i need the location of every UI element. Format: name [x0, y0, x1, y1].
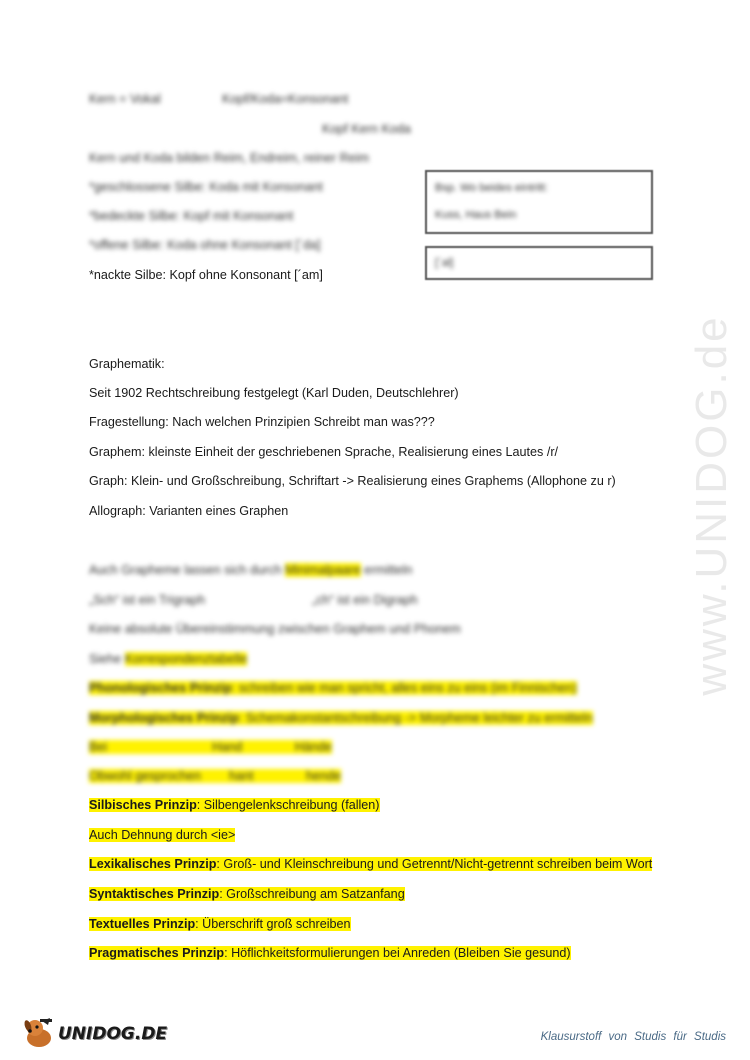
- principle-line: [89, 856, 652, 872]
- text-line: *nackte Silbe: Kopf ohne Konsonant [´am]: [89, 268, 323, 282]
- blurred-line: [89, 739, 332, 755]
- blurred-text: Auch Grapheme lassen sich durch: [89, 563, 282, 577]
- principle-line: [89, 797, 380, 813]
- blurred-line: [89, 208, 293, 224]
- blurred-bold: Morphologisches Prinzip: [89, 711, 239, 725]
- blurred-line: [89, 150, 369, 166]
- box-text: [´al]: [435, 257, 454, 269]
- blurred-text: Kern = Vokal: [89, 92, 161, 106]
- blurred-line: [322, 121, 411, 137]
- blurred-line: [89, 91, 161, 107]
- blurred-highlight: Korrespondenztabelle: [124, 652, 248, 666]
- principle-text: : Großschreibung am Satzanfang: [219, 887, 405, 901]
- principle-line: [89, 945, 571, 961]
- principle-line: [89, 827, 235, 843]
- watermark: www.UNIDOG.de: [687, 314, 736, 696]
- principle-name: Silbisches Prinzip: [89, 798, 197, 812]
- blurred-text: Keine absolute Übereinstimmung zwischen Graphem und Phonem: [89, 622, 461, 636]
- blurred-text: *geschlossene Silbe: Koda mit Konsonant: [89, 180, 323, 194]
- blurred-text: Siehe: [89, 652, 122, 666]
- blurred-text: *bedeckte Silbe: Kopf mit Konsonant: [89, 209, 294, 223]
- blurred-line: [312, 592, 418, 608]
- principle-name: Textuelles Prinzip: [89, 917, 196, 931]
- blurred-highlight: Minimalpaare: [285, 563, 361, 577]
- principle-name: Syntaktisches Prinzip: [89, 887, 220, 901]
- box-text: Bsp. Wo beides eintritt:: [435, 182, 548, 194]
- principle-text: Auch Dehnung durch <ie>: [89, 828, 236, 842]
- blurred-highlight: Bei Hand Hände: [89, 740, 332, 754]
- unidog-logo[interactable]: [22, 1016, 168, 1050]
- blurred-highlight: Obwohl gesprochen hant hende: [89, 769, 342, 783]
- blurred-line: [89, 179, 323, 195]
- logo-text: UNIDOG.DE: [58, 1024, 168, 1044]
- text-line: Fragestellung: Nach welchen Prinzipien Schreibt man was???: [89, 415, 435, 429]
- blurred-line: [89, 680, 577, 696]
- blurred-line: [222, 91, 348, 107]
- blurred-text: ermitteln: [364, 563, 413, 577]
- text-line: Seit 1902 Rechtschreibung festgelegt (Karl Duden, Deutschlehrer): [89, 386, 459, 400]
- section-heading: Graphematik:: [89, 357, 165, 371]
- blurred-line: [89, 621, 461, 637]
- dog-icon: [22, 1016, 56, 1050]
- principle-text: : Silbengelenkschreibung (fallen): [196, 798, 380, 812]
- blurred-line: [89, 237, 321, 253]
- blurred-text: Kern und Koda bilden Reim, Endreim, reiner Reim: [89, 151, 369, 165]
- blurred-text: „ch“ ist ein Digraph: [312, 593, 418, 607]
- blurred-text: : schreiben wie man spricht, alles eins zu eins (im Finnischen): [231, 681, 577, 695]
- example-box: [425, 170, 653, 234]
- principle-name: Pragmatisches Prinzip: [89, 946, 225, 960]
- blurred-line: [89, 562, 412, 578]
- blurred-line: [89, 710, 593, 726]
- blurred-line: [89, 768, 341, 784]
- principle-text: : Höflichkeitsformulierungen bei Anreden (Bleiben Sie gesund): [224, 946, 571, 960]
- example-box: [425, 246, 653, 280]
- blurred-text: Kopf/Koda=Konsonant: [222, 92, 349, 106]
- blurred-line: [89, 651, 247, 667]
- blurred-text: *offene Silbe: Koda ohne Konsonant [´da]: [89, 238, 321, 252]
- text-line: Graphem: kleinste Einheit der geschriebenen Sprache, Realisierung eines Lautes /r/: [89, 445, 559, 459]
- blurred-text: Kopf Kern Koda: [322, 122, 411, 136]
- box-text: Kuss, Haus Bein: [435, 209, 517, 221]
- footer-tagline: Klausurstoff von Studis für Studis: [540, 1031, 726, 1043]
- blurred-line: [89, 592, 205, 608]
- principle-name: Lexikalisches Prinzip: [89, 857, 217, 871]
- principle-line: [89, 886, 405, 902]
- blurred-text: : Schemakonstantschreibung -> Morpheme leichter zu ermitteln: [238, 711, 593, 725]
- text-line: Graph: Klein- und Großschreibung, Schriftart -> Realisierung eines Graphems (Allophone zu r): [89, 474, 616, 488]
- principle-line: [89, 916, 351, 932]
- blurred-text: „Sch“ ist ein Trigraph: [89, 593, 206, 607]
- principle-text: : Überschrift groß schreiben: [195, 917, 351, 931]
- text-line: Allograph: Varianten eines Graphen: [89, 504, 289, 518]
- blurred-bold: Phonologisches Prinzip: [89, 681, 232, 695]
- principle-text: : Groß- und Kleinschreibung und Getrennt/Nicht-getrennt schreiben beim Wort: [216, 857, 653, 871]
